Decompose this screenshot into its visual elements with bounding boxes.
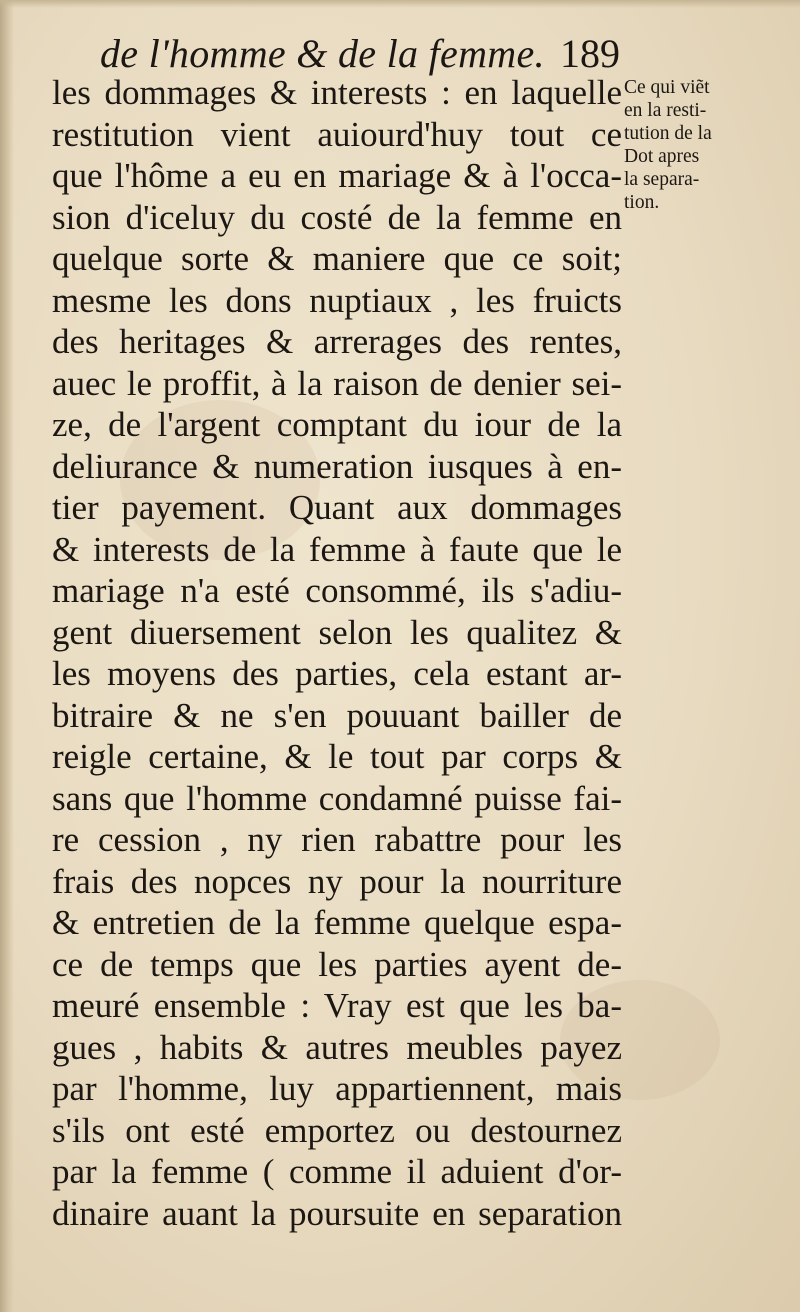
margin-note-line: en la resti- <box>624 100 707 121</box>
text-line: bitraire & ne s'en pouuant bailler de <box>52 695 622 735</box>
text-line: & interests de la femme à faute que le <box>52 529 622 569</box>
text-line: quelque sorte & maniere que ce soit; <box>52 239 622 278</box>
text-line: ce de temps que les parties ayent de- <box>52 944 622 984</box>
binding-shadow <box>0 0 14 1312</box>
text-line: auec le proffit, à la raison de denier sei- <box>52 363 622 403</box>
page-number: 189 <box>560 31 620 76</box>
margin-note-line: tution de la <box>624 123 712 144</box>
text-line: des heritages & arrerages des rentes, <box>52 322 622 361</box>
text-line: mesme les dons nuptiaux , les fruicts <box>52 280 622 320</box>
text-line: tier payement. Quant aux dommages <box>52 488 622 527</box>
text-line: sion d'iceluy du costé de la femme en <box>52 197 622 237</box>
margin-note-line: la separa- <box>624 169 700 190</box>
text-line: les moyens des parties, cela estant ar- <box>52 654 622 693</box>
text-line: mariage n'a esté consommé, ils s'adiu- <box>52 571 622 610</box>
text-line: reigle certaine, & le tout par corps & <box>52 737 622 776</box>
text-line: s'ils ont esté emportez ou destournez <box>52 1110 622 1150</box>
text-line: ze, de l'argent comptant du iour de la <box>52 405 622 444</box>
text-line: frais des nopces ny pour la nourriture <box>52 861 622 901</box>
text-line: deliurance & numeration iusques à en- <box>52 446 622 486</box>
margin-note-line: tion. <box>624 192 660 213</box>
text-line: sans que l'homme condamné puisse fai- <box>52 778 622 818</box>
text-line: les dommages & interests : en laquelle <box>52 73 622 112</box>
text-line: meuré ensemble : Vray est que les ba- <box>52 986 622 1025</box>
text-line: restitution vient auiourd'huy tout ce <box>52 114 622 154</box>
margin-note <box>624 76 774 214</box>
text-line: dinaire auant la poursuite en separation <box>52 1193 622 1233</box>
text-line: que l'hôme a eu en mariage & à l'occa- <box>52 156 622 195</box>
text-line: gent diuersement selon les qualitez & <box>52 612 622 652</box>
text-line: gues , habits & autres meubles payez <box>52 1027 622 1067</box>
text-line: par la femme ( comme il aduient d'or- <box>52 1152 622 1191</box>
text-line: re cession , ny rien rabattre pour les <box>52 820 622 859</box>
running-title: de l'homme & de la femme. <box>100 31 545 76</box>
text-line: & entretien de la femme quelque espa- <box>52 903 622 942</box>
text-line: par l'homme, luy appartiennent, mais <box>52 1069 622 1108</box>
margin-note-line: Ce qui viẽt <box>624 77 710 98</box>
body-text <box>52 72 622 1234</box>
top-edge-shadow <box>0 0 800 8</box>
margin-note-line: Dot apres <box>624 146 700 167</box>
